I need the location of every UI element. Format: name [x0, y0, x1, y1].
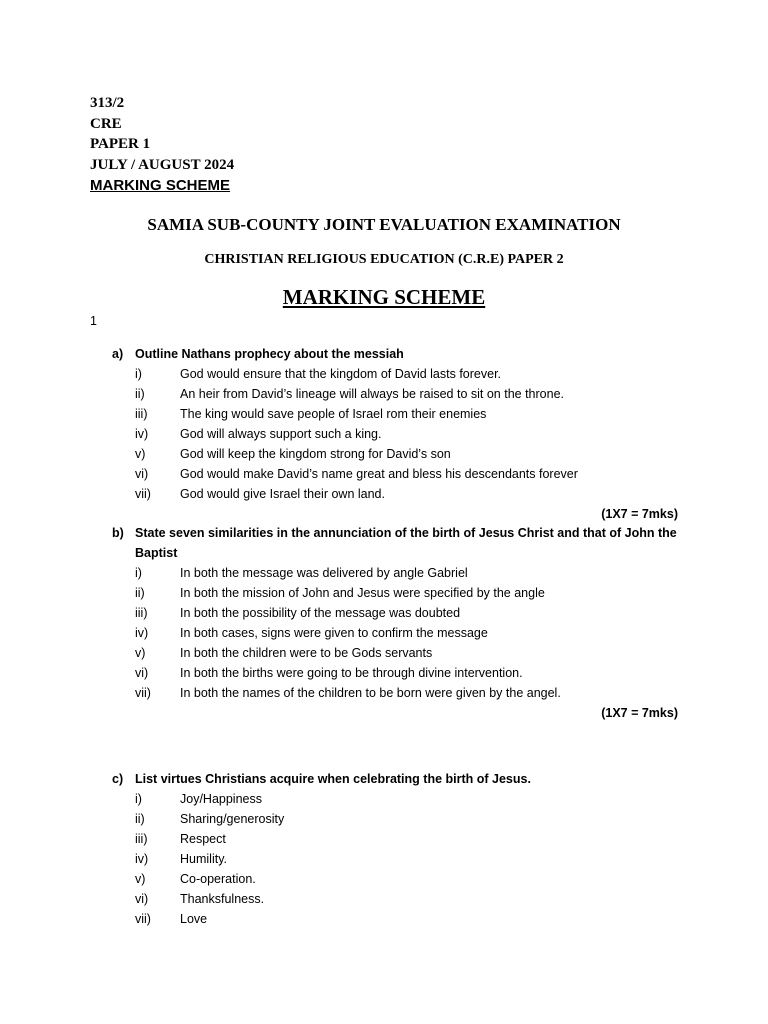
- answer-item: [112, 809, 692, 829]
- answer-item: [112, 889, 692, 909]
- item-text: An heir from David’s lineage will always be raised to sit on the throne.: [180, 387, 564, 401]
- item-number: iii): [135, 606, 148, 620]
- answer-item: [112, 444, 692, 464]
- answer-item: [112, 563, 692, 583]
- question-letter: c): [112, 772, 124, 786]
- paper-subject: CRE: [90, 115, 122, 132]
- item-number: v): [135, 872, 146, 886]
- question-a: [112, 344, 692, 364]
- item-text: The king would save people of Israel rom their enemies: [180, 407, 487, 421]
- answer-item: [112, 404, 692, 424]
- item-text: Love: [180, 912, 208, 926]
- answer-item: [112, 484, 692, 504]
- answer-item: [112, 384, 692, 404]
- answer-item: [112, 869, 692, 889]
- item-text: Sharing/generosity: [180, 812, 285, 826]
- section-b: [112, 523, 692, 723]
- answer-item: [112, 583, 692, 603]
- item-number: vii): [135, 686, 151, 700]
- item-text: Joy/Happiness: [180, 792, 262, 806]
- answer-item: [112, 909, 692, 929]
- answer-item: [112, 364, 692, 384]
- question-text: Outline Nathans prophecy about the messiah: [135, 347, 404, 361]
- item-number: iv): [135, 852, 149, 866]
- answer-item: [112, 829, 692, 849]
- section-a: [112, 344, 692, 524]
- answer-item: [112, 663, 692, 683]
- item-text: In both the births were going to be through divine intervention.: [180, 666, 523, 680]
- section-c: [112, 769, 692, 929]
- item-number: ii): [135, 387, 145, 401]
- paper-number: PAPER 1: [90, 136, 151, 152]
- question-b: [112, 523, 692, 563]
- item-text: In both the mission of John and Jesus were specified by the angle: [180, 586, 545, 600]
- answer-item: [112, 683, 692, 703]
- marking-scheme-heading: MARKING SCHEME: [282, 285, 486, 309]
- item-number: vi): [135, 892, 149, 906]
- question-number: 1: [90, 314, 97, 328]
- item-number: vi): [135, 666, 149, 680]
- item-number: vi): [135, 467, 149, 481]
- exam-title: SAMIA SUB-COUNTY JOINT EVALUATION EXAMINATION: [147, 215, 621, 234]
- item-text: Humility.: [180, 852, 227, 866]
- item-number: vii): [135, 487, 151, 501]
- item-text: God would ensure that the kingdom of David lasts forever.: [180, 367, 502, 381]
- item-text: God would make David’s name great and bless his descendants forever: [180, 467, 578, 481]
- item-number: i): [135, 792, 142, 806]
- question-c: [112, 769, 692, 789]
- item-text: Respect: [180, 832, 226, 846]
- answer-item: [112, 643, 692, 663]
- item-text: In both the names of the children to be born were given by the angel.: [180, 686, 561, 700]
- header-scheme-label: MARKING SCHEME: [90, 177, 231, 194]
- answer-item: [112, 424, 692, 444]
- item-text: In both the possibility of the message was doubted: [180, 606, 461, 620]
- marks-allocation: (1X7 = 7mks): [601, 507, 678, 521]
- item-number: iv): [135, 427, 149, 441]
- answer-item: [112, 623, 692, 643]
- item-number: iii): [135, 832, 148, 846]
- item-number: iii): [135, 407, 148, 421]
- answer-item: [112, 603, 692, 623]
- answer-item: [112, 849, 692, 869]
- question-letter: b): [112, 526, 124, 540]
- item-text: Co-operation.: [180, 872, 256, 886]
- question-letter: a): [112, 347, 124, 361]
- item-number: i): [135, 367, 142, 381]
- item-text: Thanksfulness.: [180, 892, 265, 906]
- paper-date: JULY / AUGUST 2024: [90, 156, 235, 173]
- question-text: List virtues Christians acquire when celebrating the birth of Jesus.: [135, 772, 531, 786]
- exam-subtitle: CHRISTIAN RELIGIOUS EDUCATION (C.R.E) PAPER 2: [204, 252, 564, 267]
- item-number: ii): [135, 586, 145, 600]
- item-text: In both the children were to be Gods servants: [180, 646, 433, 660]
- item-number: i): [135, 566, 142, 580]
- paper-header: [90, 93, 234, 197]
- item-number: v): [135, 646, 146, 660]
- item-number: vii): [135, 912, 151, 926]
- marks-allocation: (1X7 = 7mks): [601, 706, 678, 720]
- paper-code: 313/2: [90, 95, 125, 111]
- item-number: v): [135, 447, 146, 461]
- question-text: State seven similarities in the annunciation of the birth of Jesus Christ and that of John the Baptist: [135, 526, 677, 560]
- item-text: In both cases, signs were given to confirm the message: [180, 626, 488, 640]
- item-text: God would give Israel their own land.: [180, 487, 385, 501]
- item-text: God will keep the kingdom strong for David’s son: [180, 447, 451, 461]
- item-text: God will always support such a king.: [180, 427, 382, 441]
- item-number: ii): [135, 812, 145, 826]
- item-number: iv): [135, 626, 149, 640]
- answer-item: [112, 464, 692, 484]
- answer-item: [112, 789, 692, 809]
- item-text: In both the message was delivered by angle Gabriel: [180, 566, 468, 580]
